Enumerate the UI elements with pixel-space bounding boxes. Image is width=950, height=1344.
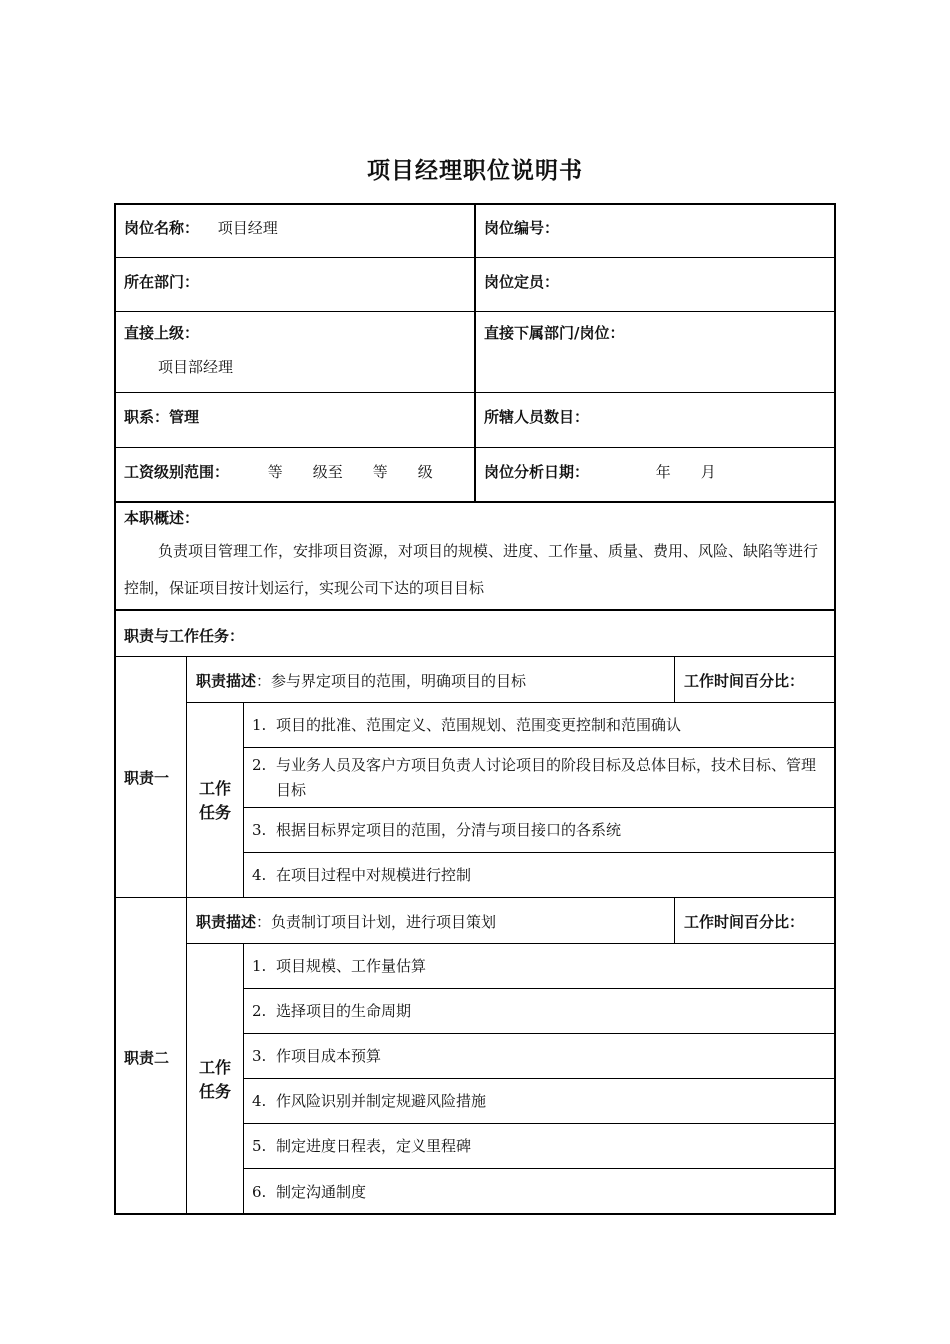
row-divider <box>114 656 836 657</box>
direct-superior-value: 项目部经理 <box>158 358 234 376</box>
task-number: 1. <box>252 716 267 734</box>
task-text: 制定进度日程表，定义里程碑 <box>276 1137 472 1155</box>
work-time-percent-label: 工作时间百分比： <box>684 913 805 931</box>
task-number: 6. <box>252 1183 267 1201</box>
row-divider <box>243 807 836 808</box>
task-text: 在项目过程中对规模进行控制 <box>276 866 472 884</box>
duty-two-description <box>196 910 496 934</box>
row-divider <box>114 609 836 611</box>
post-name-value: 项目经理 <box>217 219 278 237</box>
column-divider <box>674 656 675 702</box>
row-divider <box>243 1168 836 1169</box>
column-divider <box>186 656 187 1214</box>
task-text: 与业务人员及客户方项目负责人讨论项目的阶段目标及总体目标，技术目标、管理目标 <box>276 756 817 799</box>
row-divider <box>114 1213 836 1215</box>
task-text: 作项目成本预算 <box>276 1047 382 1065</box>
task-item <box>252 818 830 843</box>
task-text: 根据目标界定项目的范围，分清与项目接口的各系统 <box>276 821 622 839</box>
task-text: 项目规模、工作量估算 <box>276 957 427 975</box>
task-text: 作风险识别并制定规避风险措施 <box>276 1092 487 1110</box>
column-divider <box>474 203 476 502</box>
duties-label: 职责与工作任务： <box>124 627 245 645</box>
row-divider <box>114 897 836 898</box>
task-item <box>252 1044 830 1069</box>
task-number: 4. <box>252 866 267 884</box>
duty-description-text: ：负责制订项目计划，进行项目策划 <box>256 913 497 931</box>
work-task-label-line2: 任务 <box>199 1082 232 1101</box>
task-number: 2. <box>252 1002 267 1020</box>
salary-range-value: 等 级至 等 级 <box>267 463 433 481</box>
summary-text: 负责项目管理工作，安排项目资源，对项目的规模、进度、工作量、质量、费用、风险、缺陷等进行控制，保证项目按计划运行，实现公司下达的项目目标 <box>124 542 819 597</box>
post-name-label: 岗位名称： <box>124 219 200 237</box>
post-quota-label: 岗位定员： <box>484 273 560 291</box>
work-time-percent-label: 工作时间百分比： <box>684 672 805 690</box>
task-number: 1. <box>252 957 267 975</box>
row-divider <box>186 943 836 944</box>
post-number-label: 岗位编号： <box>484 219 560 237</box>
salary-range-field <box>124 460 433 484</box>
row-divider <box>243 1033 836 1034</box>
column-divider <box>674 897 675 943</box>
direct-superior-label: 直接上级： <box>124 324 200 342</box>
task-item <box>252 1180 830 1205</box>
row-divider <box>243 1078 836 1079</box>
row-divider <box>243 1123 836 1124</box>
analysis-date-label: 岗位分析日期： <box>484 463 590 481</box>
column-divider <box>243 702 244 897</box>
task-text: 项目的批准、范围定义、范围规划、范围变更控制和范围确认 <box>276 716 682 734</box>
staff-count-label: 所辖人员数目： <box>484 408 590 426</box>
task-text: 制定沟通制度 <box>276 1183 367 1201</box>
task-item <box>252 954 830 979</box>
document-title: 项目经理职位说明书 <box>367 158 583 184</box>
duty-description-text: ：参与界定项目的范围，明确项目的目标 <box>256 672 527 690</box>
duty-one-description <box>196 669 526 693</box>
task-item <box>252 863 830 888</box>
row-divider <box>243 852 836 853</box>
analysis-date-field <box>484 460 716 484</box>
task-number: 2. <box>252 756 267 774</box>
task-item <box>252 713 830 738</box>
summary-label: 本职概述： <box>124 509 200 527</box>
task-number: 3. <box>252 1047 267 1065</box>
job-series-label: 职系：管理 <box>124 408 200 426</box>
task-item <box>252 753 830 803</box>
work-task-label-line2: 任务 <box>199 803 232 822</box>
task-number: 4. <box>252 1092 267 1110</box>
task-text: 选择项目的生命周期 <box>276 1002 412 1020</box>
task-number: 3. <box>252 821 267 839</box>
task-item <box>252 1089 830 1114</box>
salary-range-label: 工资级别范围： <box>124 463 230 481</box>
row-divider <box>243 747 836 748</box>
row-divider <box>243 988 836 989</box>
duty-two-name: 职责二 <box>124 1049 170 1067</box>
task-number: 5. <box>252 1137 267 1155</box>
duty-description-label: 职责描述 <box>196 672 257 690</box>
department-label: 所在部门： <box>124 273 200 291</box>
task-item <box>252 999 830 1024</box>
duty-one-name: 职责一 <box>124 769 170 787</box>
subordinate-label: 直接下属部门/岗位： <box>484 324 625 342</box>
post-name-field <box>124 216 278 240</box>
work-task-label-line1: 工作 <box>199 1058 232 1077</box>
task-item <box>252 1134 830 1159</box>
duty-description-label: 职责描述 <box>196 913 257 931</box>
work-task-label-line1: 工作 <box>199 779 232 798</box>
row-divider <box>186 702 836 703</box>
analysis-date-value: 年 月 <box>655 463 716 481</box>
